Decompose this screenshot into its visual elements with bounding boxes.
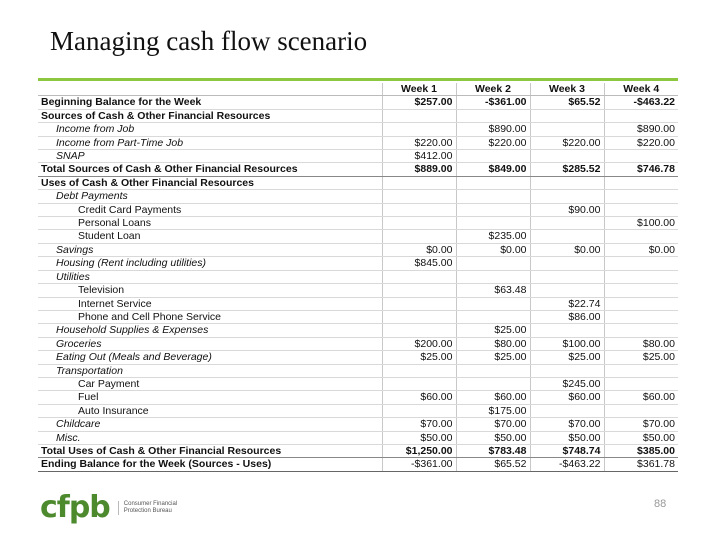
week-value-cell: $748.74 [530,444,604,457]
table-row [38,136,678,149]
week-value-cell: $220.00 [456,136,530,149]
week-value-cell [604,230,678,243]
table-row [38,337,678,350]
week-value-cell: $25.00 [456,324,530,337]
table-row [38,284,678,297]
row-label: Household Supplies & Expenses [38,324,382,337]
row-label: Student Loan [38,230,382,243]
week-value-cell [382,109,456,122]
week-value-cell [456,203,530,216]
slide-title: Managing cash flow scenario [50,26,368,56]
week-value-cell [530,190,604,203]
week-column-header: Week 1 [382,83,456,96]
week-value-cell [456,109,530,122]
logo-line: Protection Bureau [123,507,172,514]
table-row [38,404,678,417]
table-row [38,150,678,163]
table-row [38,391,678,404]
table-row [38,364,678,377]
week-value-cell: $80.00 [456,337,530,350]
week-value-cell: -$463.22 [604,96,678,109]
row-label: Internet Service [38,297,382,310]
week-column-header: Week 4 [604,83,678,96]
week-value-cell: $100.00 [604,217,678,230]
week-value-cell: $65.52 [456,458,530,471]
week-value-cell: $60.00 [456,391,530,404]
week-value-cell [382,123,456,136]
week-value-cell [382,297,456,310]
week-value-cell: $783.48 [456,444,530,457]
week-value-cell: $175.00 [456,404,530,417]
row-label: Ending Balance for the Week (Sources - Uses) [38,458,382,471]
week-value-cell: $245.00 [530,377,604,390]
row-label: SNAP [38,150,382,163]
week-value-cell [604,284,678,297]
row-label: Total Uses of Cash & Other Financial Resources [38,444,382,457]
week-value-cell: $845.00 [382,257,456,270]
week-value-cell: $412.00 [382,150,456,163]
week-value-cell: $25.00 [530,351,604,364]
week-value-cell [530,324,604,337]
week-value-cell: $0.00 [456,243,530,256]
row-label: Groceries [38,337,382,350]
table-row [38,377,678,390]
table-row [38,297,678,310]
week-value-cell [456,377,530,390]
week-value-cell [382,324,456,337]
row-label: Uses of Cash & Other Financial Resources [38,176,382,189]
week-value-cell: $50.00 [382,431,456,444]
week-value-cell [530,109,604,122]
row-label: Television [38,284,382,297]
page-number: 88 [654,498,667,510]
week-value-cell: $50.00 [456,431,530,444]
week-value-cell: $70.00 [530,418,604,431]
week-value-cell: $235.00 [456,230,530,243]
row-label: Income from Part-Time Job [38,136,382,149]
table-row [38,324,678,337]
week-value-cell: $22.74 [530,297,604,310]
week-value-cell [456,270,530,283]
row-label: Auto Insurance [38,404,382,417]
week-value-cell: -$463.22 [530,458,604,471]
week-value-cell [382,190,456,203]
week-value-cell [456,364,530,377]
label-column-header [38,83,382,96]
week-value-cell [604,404,678,417]
week-value-cell [456,310,530,323]
week-value-cell [604,203,678,216]
table-row [38,230,678,243]
week-value-cell [382,404,456,417]
cash-flow-table [38,83,678,472]
week-value-cell: $0.00 [382,243,456,256]
week-value-cell: $86.00 [530,310,604,323]
row-label: Sources of Cash & Other Financial Resources [38,109,382,122]
week-value-cell [604,310,678,323]
week-value-cell [456,190,530,203]
week-value-cell [456,217,530,230]
week-value-cell: $849.00 [456,163,530,176]
week-value-cell: $63.48 [456,284,530,297]
week-value-cell: $70.00 [382,418,456,431]
table-row [38,243,678,256]
week-value-cell [604,270,678,283]
week-value-cell: $890.00 [456,123,530,136]
week-value-cell [604,109,678,122]
table-row [38,257,678,270]
week-value-cell: $50.00 [604,431,678,444]
week-value-cell [604,176,678,189]
row-label: Car Payment [38,377,382,390]
week-value-cell [456,176,530,189]
table-row [38,123,678,136]
table-row [38,176,678,189]
week-value-cell [456,257,530,270]
week-value-cell: $60.00 [530,391,604,404]
logo-text [118,501,177,515]
row-label: Childcare [38,418,382,431]
week-value-cell [382,217,456,230]
week-value-cell: $65.52 [530,96,604,109]
row-label: Utilities [38,270,382,283]
logo-line: Consumer Financial [123,500,178,507]
week-value-cell: $60.00 [382,391,456,404]
table-row [38,444,678,457]
table-header-row [38,83,678,96]
table-row [38,203,678,216]
week-value-cell [604,297,678,310]
row-label: Transportation [38,364,382,377]
week-value-cell: $25.00 [604,351,678,364]
week-column-header: Week 3 [530,83,604,96]
week-value-cell [382,176,456,189]
week-value-cell [530,150,604,163]
week-value-cell [604,377,678,390]
week-value-cell: $0.00 [604,243,678,256]
row-label: Credit Card Payments [38,203,382,216]
week-value-cell: $220.00 [382,136,456,149]
week-value-cell: $50.00 [530,431,604,444]
week-value-cell: $80.00 [604,337,678,350]
row-label: Total Sources of Cash & Other Financial Resources [38,163,382,176]
week-value-cell: $25.00 [456,351,530,364]
logo-mark: cfpb [40,490,110,525]
week-value-cell: $1,250.00 [382,444,456,457]
week-value-cell [382,364,456,377]
row-label: Fuel [38,391,382,404]
week-value-cell: $746.78 [604,163,678,176]
week-column-header: Week 2 [456,83,530,96]
table-row [38,310,678,323]
week-value-cell [382,310,456,323]
week-value-cell: $100.00 [530,337,604,350]
week-value-cell [530,270,604,283]
title-divider [38,78,678,81]
week-value-cell [382,203,456,216]
table-row [38,351,678,364]
row-label: Income from Job [38,123,382,136]
table-row [38,431,678,444]
week-value-cell: $220.00 [604,136,678,149]
week-value-cell [456,150,530,163]
week-value-cell [604,324,678,337]
cfpb-logo [40,490,177,525]
row-label: Personal Loans [38,217,382,230]
week-value-cell [382,230,456,243]
week-value-cell: $889.00 [382,163,456,176]
table-row [38,163,678,176]
week-value-cell [604,190,678,203]
table-row [38,190,678,203]
row-label: Savings [38,243,382,256]
table-row [38,109,678,122]
week-value-cell [530,230,604,243]
week-value-cell [604,257,678,270]
week-value-cell: $257.00 [382,96,456,109]
row-label: Misc. [38,431,382,444]
week-value-cell: -$361.00 [456,96,530,109]
week-value-cell [530,364,604,377]
row-label: Debt Payments [38,190,382,203]
week-value-cell [604,364,678,377]
week-value-cell [530,404,604,417]
week-value-cell: $200.00 [382,337,456,350]
table-row [38,458,678,471]
week-value-cell [456,297,530,310]
table-row [38,217,678,230]
week-value-cell [530,176,604,189]
week-value-cell: $385.00 [604,444,678,457]
week-value-cell [530,257,604,270]
week-value-cell [530,217,604,230]
week-value-cell: $60.00 [604,391,678,404]
week-value-cell: $220.00 [530,136,604,149]
table-row [38,418,678,431]
week-value-cell: $0.00 [530,243,604,256]
week-value-cell: $890.00 [604,123,678,136]
week-value-cell: $285.52 [530,163,604,176]
week-value-cell [530,284,604,297]
week-value-cell: $70.00 [456,418,530,431]
table-row [38,270,678,283]
row-label: Beginning Balance for the Week [38,96,382,109]
week-value-cell: -$361.00 [382,458,456,471]
row-label: Eating Out (Meals and Beverage) [38,351,382,364]
table-row [38,96,678,109]
week-value-cell [382,377,456,390]
week-value-cell: $70.00 [604,418,678,431]
week-value-cell: $361.78 [604,458,678,471]
week-value-cell: $25.00 [382,351,456,364]
row-label: Phone and Cell Phone Service [38,310,382,323]
week-value-cell [604,150,678,163]
week-value-cell: $90.00 [530,203,604,216]
week-value-cell [382,284,456,297]
row-label: Housing (Rent including utilities) [38,257,382,270]
week-value-cell [382,270,456,283]
week-value-cell [530,123,604,136]
